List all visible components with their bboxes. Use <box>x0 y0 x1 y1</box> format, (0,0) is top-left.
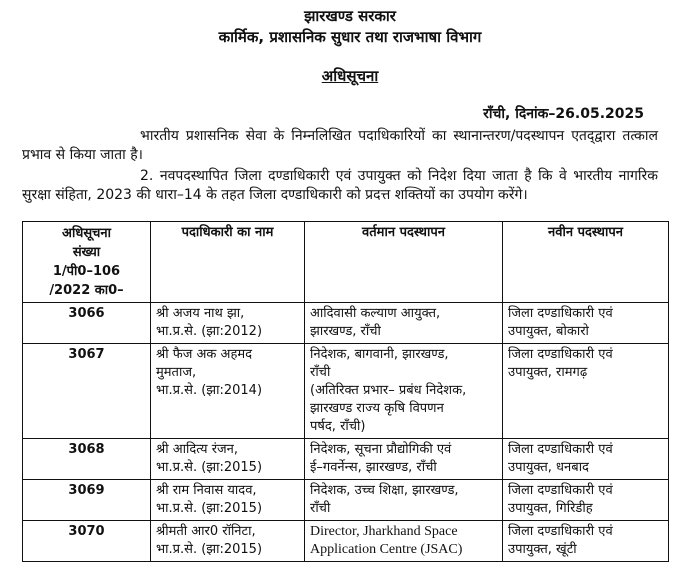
notification-number: 3069 <box>23 480 151 521</box>
header-notification-number <box>23 222 151 303</box>
new-posting <box>503 439 669 480</box>
current-posting-line: निदेशक, बागवानी, झारखण्ड, <box>310 347 449 362</box>
table-row <box>23 344 669 439</box>
officer-service-line: भा.प्र.से. (झा:2015) <box>156 460 263 475</box>
current-posting-line: राँची <box>310 501 331 516</box>
officer-name-line: श्री अजय नाथ झा, <box>156 306 245 321</box>
header-number-line: /2022 का0– <box>49 283 124 298</box>
officer-service-line: भा.प्र.से. (झा:2015) <box>156 501 263 516</box>
paragraph-1: भारतीय प्रशासनिक सेवा के निम्नलिखित पदाधिकारियों का स्थानान्तरण/पदस्थापन एतद्‌द्वारा तत्काल प्रभाव से किया जाता है। <box>22 128 658 163</box>
officer-name <box>151 521 305 562</box>
officer-name <box>151 344 305 439</box>
current-posting-line: ई–गवर्नेन्स, झारखण्ड, राँची <box>310 460 437 475</box>
new-posting <box>503 344 669 439</box>
table-header-row <box>23 222 669 303</box>
header-officer-name: पदाधिकारी का नाम <box>151 222 305 303</box>
transfer-table <box>22 221 669 562</box>
new-posting-line: जिला दण्डाधिकारी एवं <box>508 483 613 498</box>
new-posting-line: जिला दण्डाधिकारी एवं <box>508 524 613 539</box>
new-posting-line: उपायुक्त, बोकारो <box>508 324 589 339</box>
current-posting-line: राँची <box>310 365 331 380</box>
notification-number: 3066 <box>23 303 151 344</box>
new-posting-line: उपायुक्त, रामगढ़ <box>508 365 588 380</box>
new-posting <box>503 303 669 344</box>
table-row <box>23 521 669 562</box>
officer-name <box>151 480 305 521</box>
officer-service-line: भा.प्र.से. (झा:2012) <box>156 324 263 339</box>
header-current-posting: वर्तमान पदस्थापन <box>305 222 503 303</box>
notification-number: 3067 <box>23 344 151 439</box>
government-name: झारखण्ड सरकार <box>304 7 396 25</box>
current-posting-line: (अतिरिक्त प्रभार– प्रबंध निदेशक, <box>310 383 467 398</box>
department-name: कार्मिक, प्रशासनिक सुधार तथा राजभाषा विभाग <box>218 28 482 46</box>
current-posting <box>305 521 503 562</box>
table-row <box>23 439 669 480</box>
new-posting-line: जिला दण्डाधिकारी एवं <box>508 442 613 457</box>
officer-name-line: मुमताज, <box>156 365 197 380</box>
officer-name-line: श्री राम निवास यादव, <box>156 483 257 498</box>
new-posting-line: जिला दण्डाधिकारी एवं <box>508 306 613 321</box>
notification-number: 3068 <box>23 439 151 480</box>
paragraph-2: 2. नवपदस्थापित जिला दण्डाधिकारी एवं उपायुक्त को निदेश दिया जाता है कि वे भारतीय नागरिक सुरक्षा संहिता, 2023 की धारा–14 के तहत जिला दण्डाधिकारी को प्रदत्त शक्तियों का उपयोग करेंगे। <box>22 168 658 203</box>
new-posting-line: जिला दण्डाधिकारी एवं <box>508 347 613 362</box>
officer-name-line: श्री आदित्य रंजन, <box>156 442 239 457</box>
current-posting-line: झारखण्ड, राँची <box>310 324 381 339</box>
new-posting <box>503 521 669 562</box>
current-posting <box>305 344 503 439</box>
new-posting-line: उपायुक्त, खूंटी <box>508 542 577 557</box>
document-title: अधिसूचना <box>321 67 379 85</box>
new-posting-line: उपायुक्त, धनबाद <box>508 460 589 475</box>
new-posting-line: उपायुक्त, गिरिडीह <box>508 501 593 516</box>
table-row <box>23 303 669 344</box>
table-row <box>23 480 669 521</box>
current-posting-line: Application Centre (JSAC) <box>310 542 463 557</box>
date-line: राँची, दिनांक–26.05.2025 <box>483 106 644 122</box>
current-posting-line: निदेशक, उच्च शिक्षा, झारखण्ड, <box>310 483 459 498</box>
current-posting-line: झारखण्ड राज्य कृषि विपणन <box>310 401 444 416</box>
current-posting-line: आदिवासी कल्याण आयुक्त, <box>310 306 441 321</box>
officer-name <box>151 439 305 480</box>
current-posting-line: पर्षद, राँची) <box>310 419 366 434</box>
officer-name <box>151 303 305 344</box>
officer-name-line: श्री फैज अक अहमद <box>156 347 253 362</box>
new-posting <box>503 480 669 521</box>
notification-number: 3070 <box>23 521 151 562</box>
header-number-line: अधिसूचना <box>62 226 111 241</box>
current-posting <box>305 480 503 521</box>
current-posting <box>305 303 503 344</box>
officer-service-line: भा.प्र.से. (झा:2015) <box>156 542 263 557</box>
header-number-line: संख्या <box>72 245 101 260</box>
current-posting <box>305 439 503 480</box>
header-new-posting: नवीन पदस्थापन <box>503 222 669 303</box>
officer-service-line: भा.प्र.से. (झा:2014) <box>156 383 263 398</box>
header-number-line: 1/पी0–106 <box>52 264 121 279</box>
current-posting-line: Director, Jharkhand Space <box>310 524 458 539</box>
current-posting-line: निदेशक, सूचना प्रौद्योगिकी एवं <box>310 442 452 457</box>
officer-name-line: श्रीमती आर0 रॉनिटा, <box>156 524 256 539</box>
